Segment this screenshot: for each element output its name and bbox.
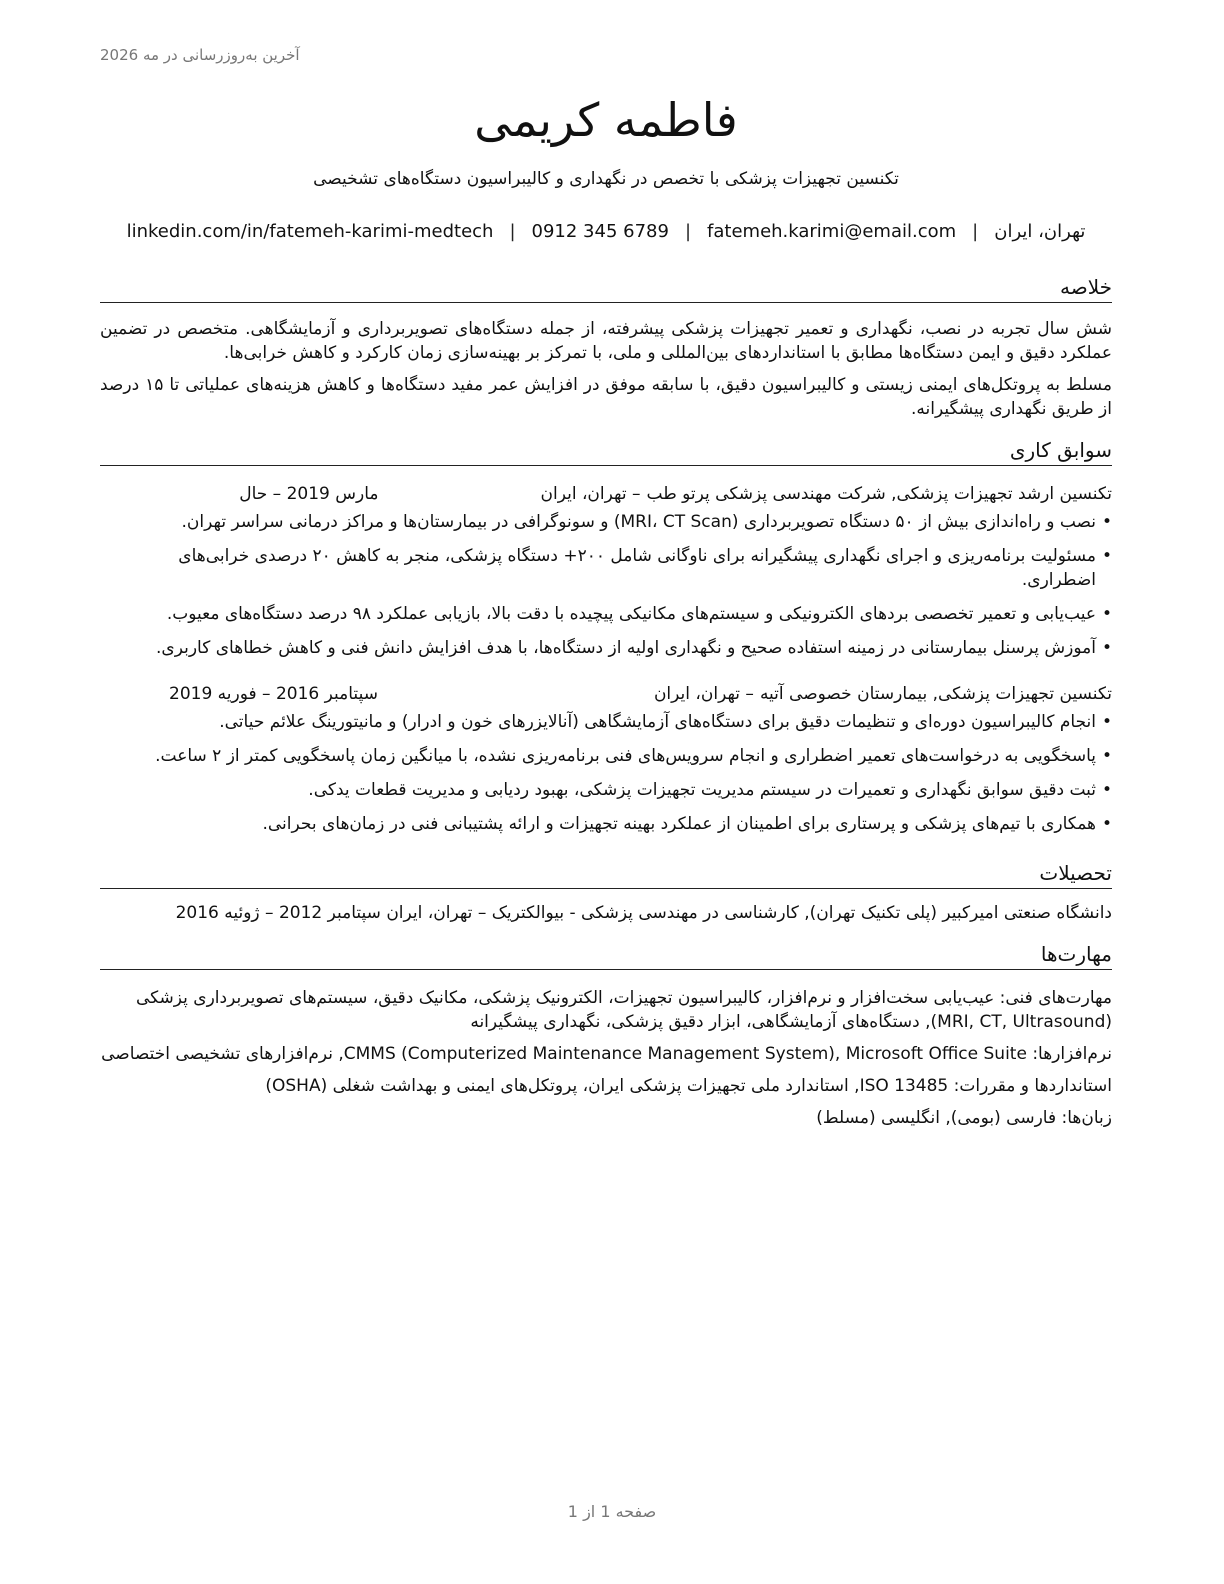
contact-phone[interactable]: 0912 345 6789 (531, 221, 669, 242)
experience-section (100, 437, 1112, 836)
resume-page (100, 88, 1112, 1130)
summary-heading: خلاصه (100, 274, 1112, 303)
page-number: صفحه 1 از 1 (567, 1502, 657, 1521)
last-updated-note: آخرین به‌روزرسانی در مه 2026 (100, 46, 300, 64)
bullet-text: پاسخگویی به درخواست‌های تعمیر اضطراری و انجام سرویس‌های فنی برنامه‌ریزی نشده، با میانگین زمان پاسخگویی کمتر از ۲ ساعت. (155, 746, 1096, 766)
candidate-name: فاطمه کریمی (474, 93, 738, 147)
contact-separator: | (972, 221, 979, 242)
bullet-text: همکاری با تیم‌های پزشکی و پرستاری برای اطمینان از عملکرد بهینه تجهیزات و ارائه پشتیبانی فنی در زمان‌های بحرانی. (262, 814, 1096, 834)
contact-separator: | (509, 221, 516, 242)
experience-heading: سوابق کاری (100, 437, 1112, 466)
list-item: • انجام کالیبراسیون دوره‌ای و تنظیمات دقیق برای دستگاه‌های آزمایشگاهی (آنالایزرهای خون و ادرار) و مانیتورینگ علائم حیاتی. (219, 712, 1112, 732)
job-entry (100, 682, 1112, 836)
job-header (100, 482, 1112, 506)
education-entry: دانشگاه صنعتی امیرکبیر (پلی تکنیک تهران), کارشناسی در مهندسی پزشکی - بیوالکتریک – تهران، ایران سپتامبر 2012 – ژوئیه 2016 (175, 903, 1112, 923)
bullet-text: آموزش پرسنل بیمارستانی در زمینه استفاده صحیح و نگهداری اولیه از دستگاه‌ها، با هدف افزایش دانش فنی و کاهش خطاهای کاربری. (156, 638, 1096, 658)
list-item: • عیب‌یابی و تعمیر تخصصی بردهای الکترونیکی و سیستم‌های مکانیکی پیچیده با دقت بالا، بازیابی عملکرد ۹۸ درصد دستگاه‌های معیوب. (166, 604, 1112, 624)
contact-location: تهران، ایران (994, 221, 1086, 242)
candidate-headline: تکنسین تجهیزات پزشکی با تخصص در نگهداری و کالیبراسیون دستگاه‌های تشخیصی (313, 169, 899, 189)
bullet-text: عیب‌یابی و تعمیر تخصصی بردهای الکترونیکی و سیستم‌های مکانیکی پیچیده با دقت بالا، بازیابی عملکرد ۹۸ درصد دستگاه‌های معیوب. (166, 604, 1096, 624)
education-section (100, 860, 1112, 925)
skills-line: مهارت‌های فنی: عیب‌یابی سخت‌افزار و نرم‌افزار، کالیبراسیون تجهیزات، الکترونیک پزشکی، مکانیک دقیق، سیستم‌های تصویربرداری پزشکی (MRI, CT, Ultrasound), دستگاه‌های آزمایشگاهی، ابزار دقیق پزشکی، نگهداری پیشگیرانه (135, 988, 1112, 1032)
education-heading: تحصیلات (100, 860, 1112, 889)
summary-section (100, 274, 1112, 421)
job-entry (100, 482, 1112, 660)
summary-paragraph: شش سال تجربه در نصب، نگهداری و تعمیر تجهیزات پزشکی پیشرفته، از جمله دستگاه‌های تصویربرداری و آزمایشگاهی. متخصص در تضمین عملکرد دقیق و ایمن دستگاه‌ها مطابق با استانداردهای بین‌المللی و ملی، با تمرکز بر بهینه‌سازی زمان کارکرد و کاهش خرابی‌ها. (100, 319, 1112, 363)
list-item: • مسئولیت برنامه‌ریزی و اجرای نگهداری پیشگیرانه برای ناوگانی شامل ۲۰۰+ دستگاه پزشکی، منجر به کاهش ۲۰ درصدی خرابی‌های اضطراری. (178, 546, 1112, 590)
job-role: تکنسین ارشد تجهیزات پزشکی, شرکت مهندسی پزشکی پرتو طب (646, 484, 1112, 504)
bullet-text: مسئولیت برنامه‌ریزی و اجرای نگهداری پیشگیرانه برای ناوگانی شامل ۲۰۰+ دستگاه پزشکی، منجر به کاهش ۲۰ درصدی خرابی‌های اضطراری. (178, 546, 1096, 590)
bullet-text: ثبت دقیق سوابق نگهداری و تعمیرات در سیستم مدیریت تجهیزات پزشکی، بهبود ردیابی و مدیریت قطعات یدکی. (308, 780, 1096, 800)
job-role: تکنسین تجهیزات پزشکی, بیمارستان خصوصی آتیه (759, 684, 1112, 704)
list-item: • پاسخگویی به درخواست‌های تعمیر اضطراری و انجام سرویس‌های فنی برنامه‌ریزی نشده، با میانگین زمان پاسخگویی کمتر از ۲ ساعت. (155, 746, 1112, 766)
contact-linkedin[interactable]: linkedin.com/in/fatemeh-karimi-medtech (126, 221, 494, 242)
skills-section (100, 941, 1112, 1130)
list-item: • آموزش پرسنل بیمارستانی در زمینه استفاده صحیح و نگهداری اولیه از دستگاه‌ها، با هدف افزایش دانش فنی و کاهش خطاهای کاربری. (156, 638, 1112, 658)
job-dates: مارس 2019 – حال (239, 484, 379, 504)
bullet-text: انجام کالیبراسیون دوره‌ای و تنظیمات دقیق برای دستگاه‌های آزمایشگاهی (آنالایزرهای خون و ادرار) و مانیتورینگ علائم حیاتی. (219, 712, 1096, 732)
list-item: • نصب و راه‌اندازی بیش از ۵۰ دستگاه تصویربرداری (MRI، CT Scan) و سونوگرافی در بیمارستان‌ها و مراکز درمانی سراسر تهران. (181, 512, 1112, 532)
summary-paragraph: مسلط به پروتکل‌های ایمنی زیستی و کالیبراسیون دقیق، با سابقه موفق در افزایش عمر مفید دستگاه‌ها و کاهش هزینه‌های عملیاتی تا ۱۵ درصد از طریق نگهداری پیشگیرانه. (100, 375, 1113, 419)
list-item: • ثبت دقیق سوابق نگهداری و تعمیرات در سیستم مدیریت تجهیزات پزشکی، بهبود ردیابی و مدیریت قطعات یدکی. (308, 780, 1112, 800)
job-dates: سپتامبر 2016 – فوریه 2019 (169, 684, 378, 704)
skills-line: استانداردها و مقررات: ISO 13485, استاندارد ملی تجهیزات پزشکی ایران، پروتکل‌های ایمنی و بهداشت شغلی (OSHA) (265, 1076, 1112, 1096)
contact-separator: | (684, 221, 692, 242)
job-bullets (100, 510, 1112, 660)
job-location: – تهران، ایران (540, 484, 641, 504)
job-location: – تهران، ایران (653, 684, 754, 704)
skills-line: زبان‌ها: فارسی (بومی), انگلیسی (مسلط) (816, 1108, 1112, 1128)
contact-line (100, 220, 1112, 244)
skills-heading: مهارت‌ها (100, 941, 1112, 970)
job-header (100, 682, 1112, 706)
job-bullets (100, 710, 1112, 836)
contact-email[interactable]: fatemeh.karimi@email.com (707, 221, 957, 242)
list-item: • همکاری با تیم‌های پزشکی و پرستاری برای اطمینان از عملکرد بهینه تجهیزات و ارائه پشتیبانی فنی در زمان‌های بحرانی. (262, 814, 1112, 834)
skills-line: نرم‌افزارها: CMMS (Computerized Maintenance Management System), Microsoft Office Suite, نرم‌افزارهای تشخیصی اختصاصی (101, 1044, 1112, 1064)
bullet-text: نصب و راه‌اندازی بیش از ۵۰ دستگاه تصویربرداری (MRI، CT Scan) و سونوگرافی در بیمارستان‌ها و مراکز درمانی سراسر تهران. (181, 512, 1096, 532)
